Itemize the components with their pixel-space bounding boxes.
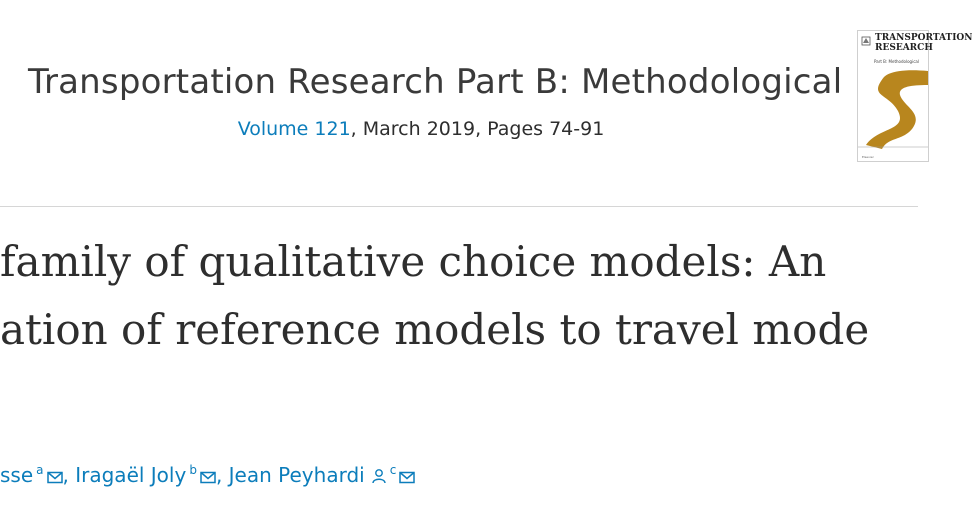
journal-cover-image[interactable] [857,30,972,162]
author-separator: , [215,463,229,487]
corresponding-author-person-icon [371,468,387,484]
issue-info [0,118,842,140]
email-icon[interactable] [47,471,63,484]
author-list [0,463,415,487]
journal-title[interactable]: Transportation Research Part B: Methodological [28,62,843,102]
email-icon[interactable] [200,471,216,484]
email-icon[interactable] [399,471,415,484]
header-divider [0,206,918,207]
author-link[interactable]: Jean Peyhardi $^c$ [229,463,416,487]
article-title-line-2: ation of reference models to travel mode [0,305,870,354]
volume-link[interactable]: Volume 121 [237,118,351,140]
cover-publisher: Elsevier [862,155,874,159]
article-title-line-1: family of qualitative choice models: An [0,237,827,286]
issue-details: , March 2019, Pages 74-91 [350,118,605,140]
author-link[interactable]: sse $^a$ [0,463,63,487]
article-title [0,228,869,364]
cover-journal-name: TRANSPORTATION RESEARCH [875,33,972,53]
author-separator: , [62,463,76,487]
cover-road-graphic [858,67,928,153]
cover-subtitle: Part B: Methodological [874,59,919,64]
author-link[interactable]: Iragaël Joly $^b$ [75,463,216,487]
